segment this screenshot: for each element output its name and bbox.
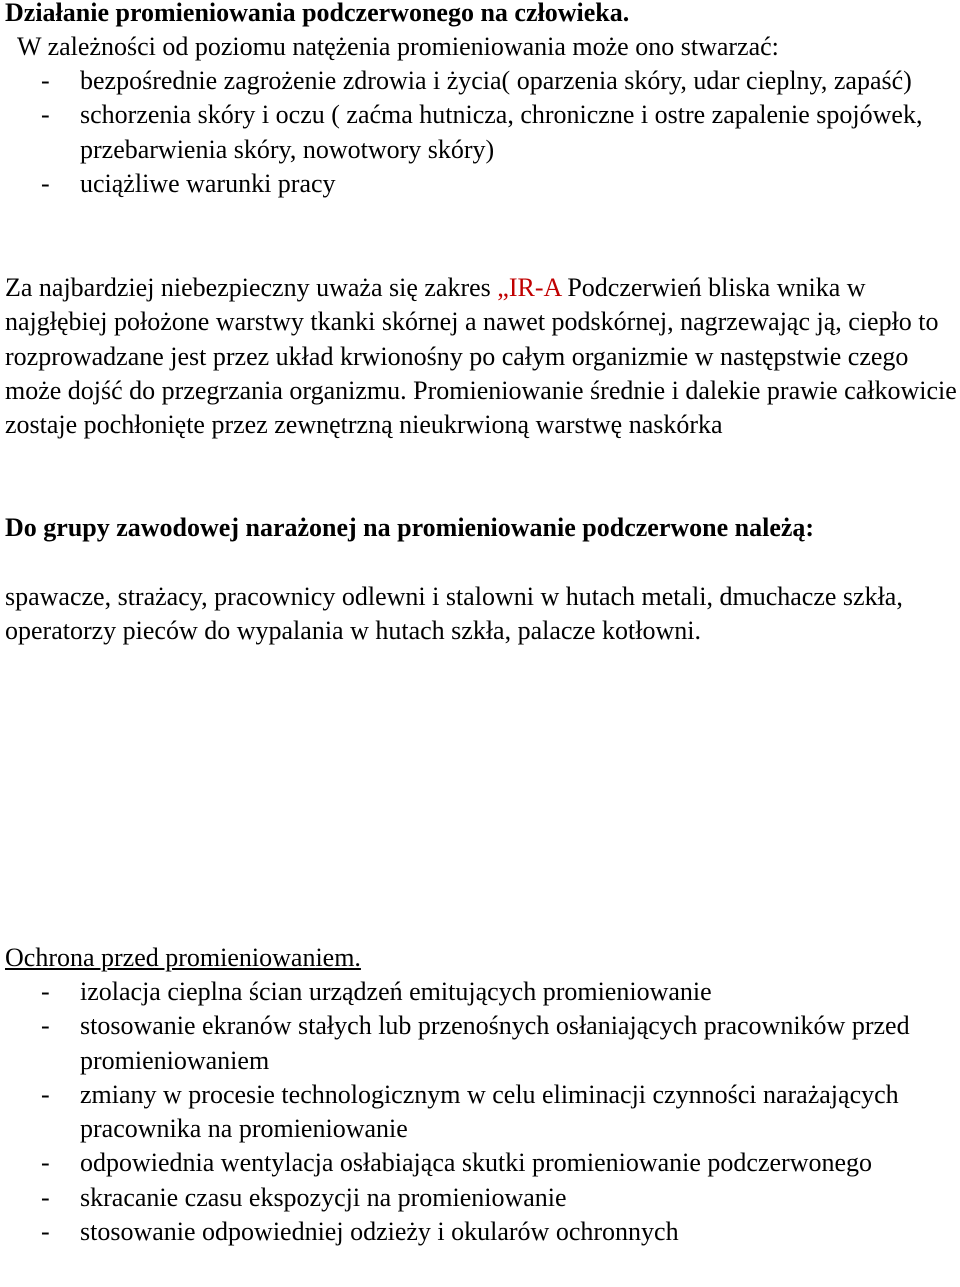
- list-dash: -: [41, 1011, 50, 1041]
- list-item-text: uciążliwe warunki pracy: [80, 168, 336, 198]
- group-heading: Do grupy zawodowej narażonej na promieniowanie podczerwone należą:: [5, 513, 815, 542]
- list-dash: -: [41, 100, 50, 130]
- document-title: Działanie promieniowania podczerwonego na człowieka.: [5, 0, 630, 27]
- effects-list: [41, 64, 951, 201]
- list-item-text: zmiany w procesie technologicznym w celu eliminacji czynności narażających pracownika na promieniowanie: [80, 1079, 899, 1144]
- protection-list: [41, 975, 960, 1249]
- list-dash: -: [41, 1079, 50, 1109]
- list-dash: -: [41, 1148, 50, 1178]
- group-paragraph: spawacze, strażacy, pracownicy odlewni i stalowni w hutach metali, dmuchacze szkła, operatorzy pieców do wypalania w hutach szkła, palacze kotłowni.: [5, 582, 903, 646]
- danger-paragraph: [5, 271, 960, 442]
- list-dash: -: [41, 1182, 50, 1212]
- list-item-text: izolacja cieplna ścian urządzeń emitujących promieniowanie: [80, 977, 712, 1006]
- list-item: [41, 98, 951, 167]
- list-dash: -: [41, 1217, 50, 1247]
- list-item-text: schorzenia skóry i oczu ( zaćma hutnicza, chroniczne i ostre zapalenie spojówek, przebarwienia skóry, nowotwory skóry): [80, 100, 923, 164]
- list-item: [41, 1215, 960, 1249]
- list-dash: -: [41, 66, 50, 95]
- ir-a-range: „IR-A: [497, 273, 561, 302]
- intro-text: W zależności od poziomu natężenia promieniowania może ono stwarzać:: [17, 32, 779, 61]
- protection-heading: Ochrona przed promieniowaniem.: [5, 943, 361, 972]
- list-item-text: odpowiednia wentylacja osłabiająca skutki promieniowanie podczerwonego: [80, 1148, 873, 1178]
- list-item: [41, 167, 951, 201]
- list-item-text: stosowanie ekranów stałych lub przenośnych osłaniających pracowników przed promieniowaniem: [80, 1011, 910, 1075]
- list-dash: -: [41, 168, 50, 198]
- list-dash: -: [41, 977, 50, 1006]
- list-item: [41, 1078, 960, 1147]
- list-item-text: bezpośrednie zagrożenie zdrowia i życia( oparzenia skóry, udar cieplny, zapaść): [80, 66, 912, 95]
- list-item: [41, 1009, 960, 1078]
- list-item-text: stosowanie odpowiedniej odzieży i okularów ochronnych: [80, 1217, 679, 1247]
- list-item: [41, 1146, 960, 1180]
- list-item: [41, 64, 951, 98]
- danger-text-rest: Podczerwień bliska wnika w najgłębiej położone warstwy tkanki skórnej a nawet podskórnej, nagrzewając ją, ciepło to rozprowadzane jest przez układ krwionośny po całym organizmie w następstwie czego może dojść do przegrzania organizmu. Promieniowanie średnie i dalekie prawie całkowicie zostaje pochłonięte przez zewnętrzną nieukrwioną warstwę naskórka: [5, 273, 957, 440]
- danger-text-start: Za najbardziej niebezpieczny uważa się zakres: [5, 273, 498, 302]
- list-item-text: skracanie czasu ekspozycji na promieniowanie: [80, 1182, 567, 1212]
- list-item: [41, 1181, 960, 1215]
- list-item: [41, 975, 960, 1009]
